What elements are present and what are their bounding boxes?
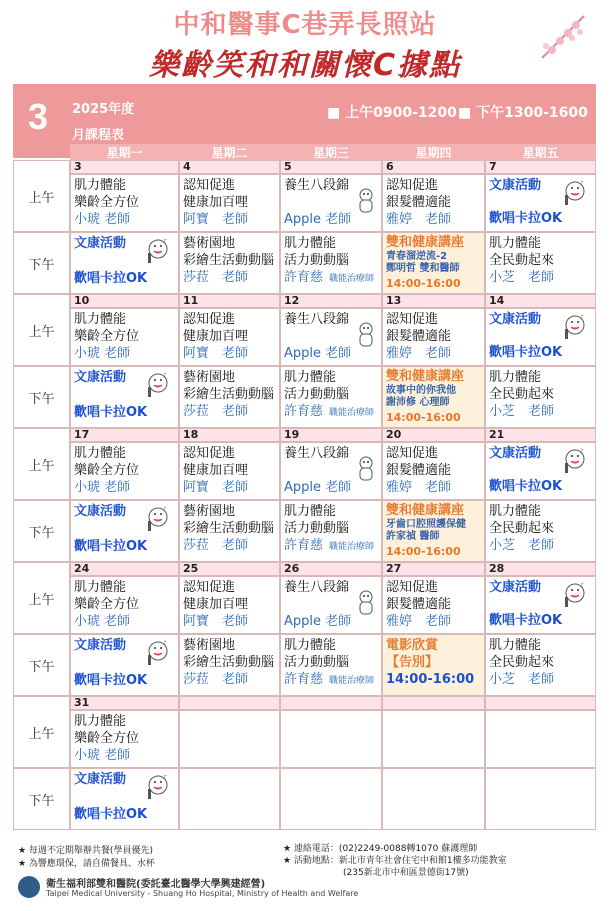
class-title: 養生八段錦: [284, 178, 350, 193]
class-title: 認知促進: [386, 446, 439, 461]
pm-class-cell: [70, 500, 179, 562]
class-subtitle: 銀髮體適能: [386, 195, 452, 210]
am-class-cell: [382, 576, 485, 634]
teacher-name: 阿寶 老師: [183, 346, 249, 361]
svg-text:♪: ♪: [163, 774, 167, 781]
class-title: 肌力體能: [489, 638, 542, 653]
class-title: 藝術園地: [183, 370, 236, 385]
class-title: 藝術園地: [183, 638, 236, 653]
class-title: 肌力體能: [489, 236, 542, 251]
class-subtitle: 樂齡全方位: [74, 463, 140, 478]
class-title: 文康活動: [489, 312, 542, 327]
class-subtitle: 健康加百哩: [183, 329, 249, 344]
am-class-cell: [485, 576, 596, 634]
svg-text:♪: ♪: [580, 448, 584, 455]
note-meals: ★ 每週不定期舉辦共餐(學員優先): [18, 846, 153, 856]
lecture-title: 雙和健康講座: [386, 503, 465, 518]
class-detail: 歡唱卡拉OK: [489, 479, 563, 494]
class-title: 藝術園地: [183, 504, 236, 519]
class-title: 養生八段錦: [284, 446, 350, 461]
pm-class-cell: [70, 634, 179, 696]
lecture-title: 雙和健康講座: [386, 235, 465, 250]
karaoke-singer-icon: [144, 639, 170, 669]
am-class-cell: [382, 174, 485, 232]
class-subtitle: 銀髮體適能: [386, 597, 452, 612]
day-header: 星期一: [70, 144, 179, 160]
karaoke-singer-icon: [144, 371, 170, 401]
am-class-cell: [179, 710, 280, 768]
class-detail: 歡唱卡拉OK: [489, 613, 563, 628]
teacher-name: 小琥 老師: [74, 212, 131, 227]
pm-class-cell: [280, 768, 382, 830]
class-detail: 歡唱卡拉OK: [74, 539, 148, 554]
pm-class-cell: [70, 366, 179, 428]
class-title: 認知促進: [183, 312, 236, 327]
teacher-name: 莎菈 老師: [183, 404, 249, 419]
am-class-cell: [485, 174, 596, 232]
teacher-name: 莎菈 老師: [183, 672, 249, 687]
class-subtitle: 樂齡全方位: [74, 329, 140, 344]
date-label: [485, 696, 596, 710]
class-subtitle: 樂齡全方位: [74, 597, 140, 612]
slot-label-pm: 下午: [13, 232, 70, 294]
date-label: 17: [70, 428, 179, 442]
pm-class-cell: [382, 366, 485, 428]
class-title: 認知促進: [183, 446, 236, 461]
class-subtitle: 全民動起來: [489, 253, 555, 268]
pm-class-cell: [485, 634, 596, 696]
class-detail: 歡唱卡拉OK: [489, 345, 563, 360]
note-utensils: ★ 為響應環保，請自備餐具、水杯: [18, 859, 155, 869]
am-class-cell: [70, 174, 179, 232]
am-class-cell: [70, 710, 179, 768]
am-class-cell: [485, 710, 596, 768]
teacher-name: 小琥 老師: [74, 346, 131, 361]
am-class-cell: [179, 308, 280, 366]
class-subtitle: 全民動起來: [489, 521, 555, 536]
slot-label-am: 上午: [13, 562, 70, 634]
year-label: 2025年度: [72, 102, 135, 117]
class-title: 認知促進: [386, 178, 439, 193]
date-label: 26: [280, 562, 382, 576]
date-label: [280, 696, 382, 710]
pm-class-cell: [280, 634, 382, 696]
teacher-name: 阿寶 老師: [183, 480, 249, 495]
teacher-name: 許育慈: [284, 672, 324, 687]
karaoke-singer-icon: [144, 505, 170, 535]
karaoke-singer-icon: [144, 237, 170, 267]
date-label: 10: [70, 294, 179, 308]
date-label: 13: [382, 294, 485, 308]
class-subtitle: 活力動動腦: [284, 387, 350, 402]
day-header: 星期三: [280, 144, 382, 160]
teacher-name: 莎菈 老師: [183, 270, 249, 285]
am-class-cell: [179, 576, 280, 634]
karaoke-singer-icon: [561, 581, 587, 611]
pm-class-cell: [179, 768, 280, 830]
class-title: 肌力體能: [74, 446, 127, 461]
karaoke-singer-icon: [561, 447, 587, 477]
class-title: 肌力體能: [284, 370, 337, 385]
lecture-time: 14:00-16:00: [386, 411, 461, 424]
svg-text:♪: ♪: [163, 640, 167, 647]
class-subtitle: 全民動起來: [489, 655, 555, 670]
class-title: 認知促進: [183, 580, 236, 595]
am-class-cell: [280, 576, 382, 634]
am-class-cell: [280, 442, 382, 500]
activity-location: ★ 活動地點：新北市青年社會住宅中和館1樓多功能教室: [283, 856, 507, 866]
pm-class-cell: [179, 232, 280, 294]
date-label: 3: [70, 160, 179, 174]
lecture-speaker: 鄭明哲 雙和醫師: [386, 263, 460, 274]
am-class-cell: [70, 576, 179, 634]
date-label: 14: [485, 294, 596, 308]
teacher-name: Apple 老師: [284, 614, 352, 629]
date-label: [382, 696, 485, 710]
am-class-cell: [485, 308, 596, 366]
pm-class-cell: [485, 500, 596, 562]
class-title: 文康活動: [489, 446, 542, 461]
cherry-blossom-icon: [532, 8, 592, 63]
hospital-name: 衛生福利部雙和醫院(委託臺北醫學大學興建經營): [46, 879, 266, 890]
date-label: 25: [179, 562, 280, 576]
slot-label-pm: 下午: [13, 634, 70, 696]
teacher-line: [284, 537, 381, 556]
am-class-cell: [382, 442, 485, 500]
teacher-role: 職能治療師: [329, 542, 375, 552]
class-title: 認知促進: [386, 312, 439, 327]
am-class-cell: [382, 710, 485, 768]
date-label: 11: [179, 294, 280, 308]
activity-address: (235新北市中和區景德街17號): [343, 868, 469, 878]
class-title: 肌力體能: [284, 504, 337, 519]
teacher-line: [284, 269, 381, 288]
pm-class-cell: [179, 634, 280, 696]
class-title: 文康活動: [74, 638, 127, 653]
teacher-name: 小芝 老師: [489, 672, 555, 687]
center-subtitle: 樂齡笑和和關懷C據點: [148, 48, 462, 83]
slot-label-am: 上午: [13, 428, 70, 500]
class-title: 藝術園地: [183, 236, 236, 251]
pm-class-cell: [485, 366, 596, 428]
lecture-speaker: 許家禎 醫師: [386, 531, 440, 542]
class-title: 認知促進: [183, 178, 236, 193]
schedule-label: 月課程表: [72, 128, 125, 143]
lecture-speaker: 謝沛修 心理師: [386, 397, 450, 408]
afternoon-hours: ■ 下午1300-1600: [458, 105, 588, 121]
am-class-cell: [280, 308, 382, 366]
lecture-time: 14:00-16:00: [386, 545, 461, 558]
karaoke-singer-icon: [144, 773, 170, 803]
am-class-cell: [485, 442, 596, 500]
pm-class-cell: [70, 768, 179, 830]
pm-class-cell: [382, 634, 485, 696]
date-label: 6: [382, 160, 485, 174]
teacher-name: 莎菈 老師: [183, 538, 249, 553]
date-label: 21: [485, 428, 596, 442]
class-title: 文康活動: [74, 504, 127, 519]
date-label: 28: [485, 562, 596, 576]
pm-class-cell: [485, 768, 596, 830]
bear-exercise-icon: [355, 589, 377, 617]
date-label: 18: [179, 428, 280, 442]
lecture-topic: 牙齒口腔照護保健: [386, 519, 466, 530]
class-title: 肌力體能: [74, 580, 127, 595]
lecture-topic: 故事中的你我他: [386, 385, 456, 396]
bear-exercise-icon: [355, 455, 377, 483]
day-header: 星期二: [179, 144, 280, 160]
class-title: 文康活動: [489, 580, 542, 595]
morning-hours: ■ 上午0900-1200: [327, 105, 457, 121]
month-number: 3: [28, 96, 49, 137]
slot-label-am: 上午: [13, 294, 70, 366]
class-subtitle: 健康加百哩: [183, 597, 249, 612]
teacher-name: 雅婷 老師: [386, 346, 452, 361]
teacher-name: 小琥 老師: [74, 614, 131, 629]
am-class-cell: [70, 308, 179, 366]
pm-class-cell: [280, 232, 382, 294]
class-detail: 歡唱卡拉OK: [74, 807, 148, 822]
svg-text:♪: ♪: [163, 372, 167, 379]
am-class-cell: [280, 710, 382, 768]
date-label: 5: [280, 160, 382, 174]
class-title: 認知促進: [386, 580, 439, 595]
class-subtitle: 銀髮體適能: [386, 329, 452, 344]
date-label: 12: [280, 294, 382, 308]
date-label: 27: [382, 562, 485, 576]
movie-title: 電影欣賞: [386, 638, 439, 653]
class-subtitle: 全民動起來: [489, 387, 555, 402]
pm-class-cell: [280, 500, 382, 562]
svg-text:♪: ♪: [580, 180, 584, 187]
bear-exercise-icon: [355, 321, 377, 349]
teacher-name: 雅婷 老師: [386, 480, 452, 495]
am-class-cell: [179, 442, 280, 500]
svg-text:♪: ♪: [580, 314, 584, 321]
class-title: 文康活動: [74, 236, 127, 251]
teacher-role: 職能治療師: [329, 408, 375, 418]
teacher-role: 職能治療師: [329, 274, 375, 284]
class-title: 養生八段錦: [284, 580, 350, 595]
date-label: 7: [485, 160, 596, 174]
pm-class-cell: [280, 366, 382, 428]
teacher-name: 小芝 老師: [489, 270, 555, 285]
pm-class-cell: [485, 232, 596, 294]
date-label: 19: [280, 428, 382, 442]
teacher-name: 小芝 老師: [489, 538, 555, 553]
am-class-cell: [382, 308, 485, 366]
class-subtitle: 彩繪生活動動腦: [183, 521, 275, 536]
class-detail: 歡唱卡拉OK: [74, 673, 148, 688]
date-label: 24: [70, 562, 179, 576]
lecture-title: 雙和健康講座: [386, 369, 465, 384]
slot-label-pm: 下午: [13, 500, 70, 562]
class-subtitle: 健康加百哩: [183, 195, 249, 210]
class-detail: 歡唱卡拉OK: [489, 211, 563, 226]
hospital-logo-icon: [18, 876, 40, 898]
class-subtitle: 彩繪生活動動腦: [183, 253, 275, 268]
teacher-line: [284, 403, 381, 422]
svg-text:♪: ♪: [580, 582, 584, 589]
class-subtitle: 健康加百哩: [183, 463, 249, 478]
slot-label-am: 上午: [13, 696, 70, 768]
class-subtitle: 彩繪生活動動腦: [183, 655, 275, 670]
class-subtitle: 樂齡全方位: [74, 731, 140, 746]
class-subtitle: 彩繪生活動動腦: [183, 387, 275, 402]
class-title: 肌力體能: [74, 714, 127, 729]
teacher-name: 雅婷 老師: [386, 212, 452, 227]
svg-text:♪: ♪: [163, 506, 167, 513]
teacher-name: 小琥 老師: [74, 480, 131, 495]
class-detail: 歡唱卡拉OK: [74, 405, 148, 420]
class-title: 肌力體能: [284, 638, 337, 653]
slot-label-am: 上午: [13, 160, 70, 232]
karaoke-singer-icon: [561, 179, 587, 209]
class-title: 文康活動: [74, 772, 127, 787]
am-class-cell: [280, 174, 382, 232]
teacher-name: Apple 老師: [284, 212, 352, 227]
teacher-line: [284, 671, 381, 690]
pm-class-cell: [382, 232, 485, 294]
class-subtitle: 樂齡全方位: [74, 195, 140, 210]
am-class-cell: [179, 174, 280, 232]
teacher-name: Apple 老師: [284, 480, 352, 495]
date-label: [179, 696, 280, 710]
pm-class-cell: [179, 500, 280, 562]
lecture-time: 14:00-16:00: [386, 277, 461, 290]
pm-class-cell: [70, 232, 179, 294]
svg-text:♪: ♪: [163, 238, 167, 245]
pm-class-cell: [382, 500, 485, 562]
teacher-name: 小芝 老師: [489, 404, 555, 419]
class-title: 肌力體能: [489, 504, 542, 519]
teacher-name: 雅婷 老師: [386, 614, 452, 629]
class-subtitle: 活力動動腦: [284, 253, 350, 268]
teacher-name: Apple 老師: [284, 346, 352, 361]
teacher-name: 小琥 老師: [74, 748, 131, 763]
class-detail: 歡唱卡拉OK: [74, 271, 148, 286]
day-header: 星期四: [382, 144, 485, 160]
center-title: 中和醫事C巷弄長照站: [173, 10, 437, 40]
bear-exercise-icon: [355, 187, 377, 215]
teacher-name: 許育慈: [284, 270, 324, 285]
am-class-cell: [70, 442, 179, 500]
class-subtitle: 銀髮體適能: [386, 463, 452, 478]
movie-name: 【告別】: [386, 655, 439, 670]
pm-class-cell: [179, 366, 280, 428]
class-subtitle: 活力動動腦: [284, 521, 350, 536]
hospital-english-name: Taipei Medical University - Shuang Ho Hospital, Ministry of Health and Welfare: [46, 889, 359, 898]
date-label: 20: [382, 428, 485, 442]
teacher-name: 阿寶 老師: [183, 614, 249, 629]
slot-label-pm: 下午: [13, 768, 70, 830]
slot-label-pm: 下午: [13, 366, 70, 428]
class-title: 文康活動: [489, 178, 542, 193]
class-title: 養生八段錦: [284, 312, 350, 327]
class-title: 文康活動: [74, 370, 127, 385]
date-label: 31: [70, 696, 179, 710]
class-subtitle: 活力動動腦: [284, 655, 350, 670]
teacher-name: 許育慈: [284, 538, 324, 553]
class-title: 肌力體能: [74, 178, 127, 193]
karaoke-singer-icon: [561, 313, 587, 343]
class-title: 肌力體能: [74, 312, 127, 327]
class-title: 肌力體能: [284, 236, 337, 251]
day-header: 星期五: [485, 144, 596, 160]
contact-phone: ★ 連絡電話：(02)2249-0088轉1070 蘇護理師: [283, 844, 478, 854]
class-title: 肌力體能: [489, 370, 542, 385]
teacher-name: 許育慈: [284, 404, 324, 419]
pm-class-cell: [382, 768, 485, 830]
movie-time: 14:00-16:00: [386, 672, 475, 687]
date-label: 4: [179, 160, 280, 174]
teacher-name: 阿寶 老師: [183, 212, 249, 227]
teacher-role: 職能治療師: [329, 676, 375, 686]
lecture-topic: 青春溜逆流-2: [386, 251, 448, 262]
